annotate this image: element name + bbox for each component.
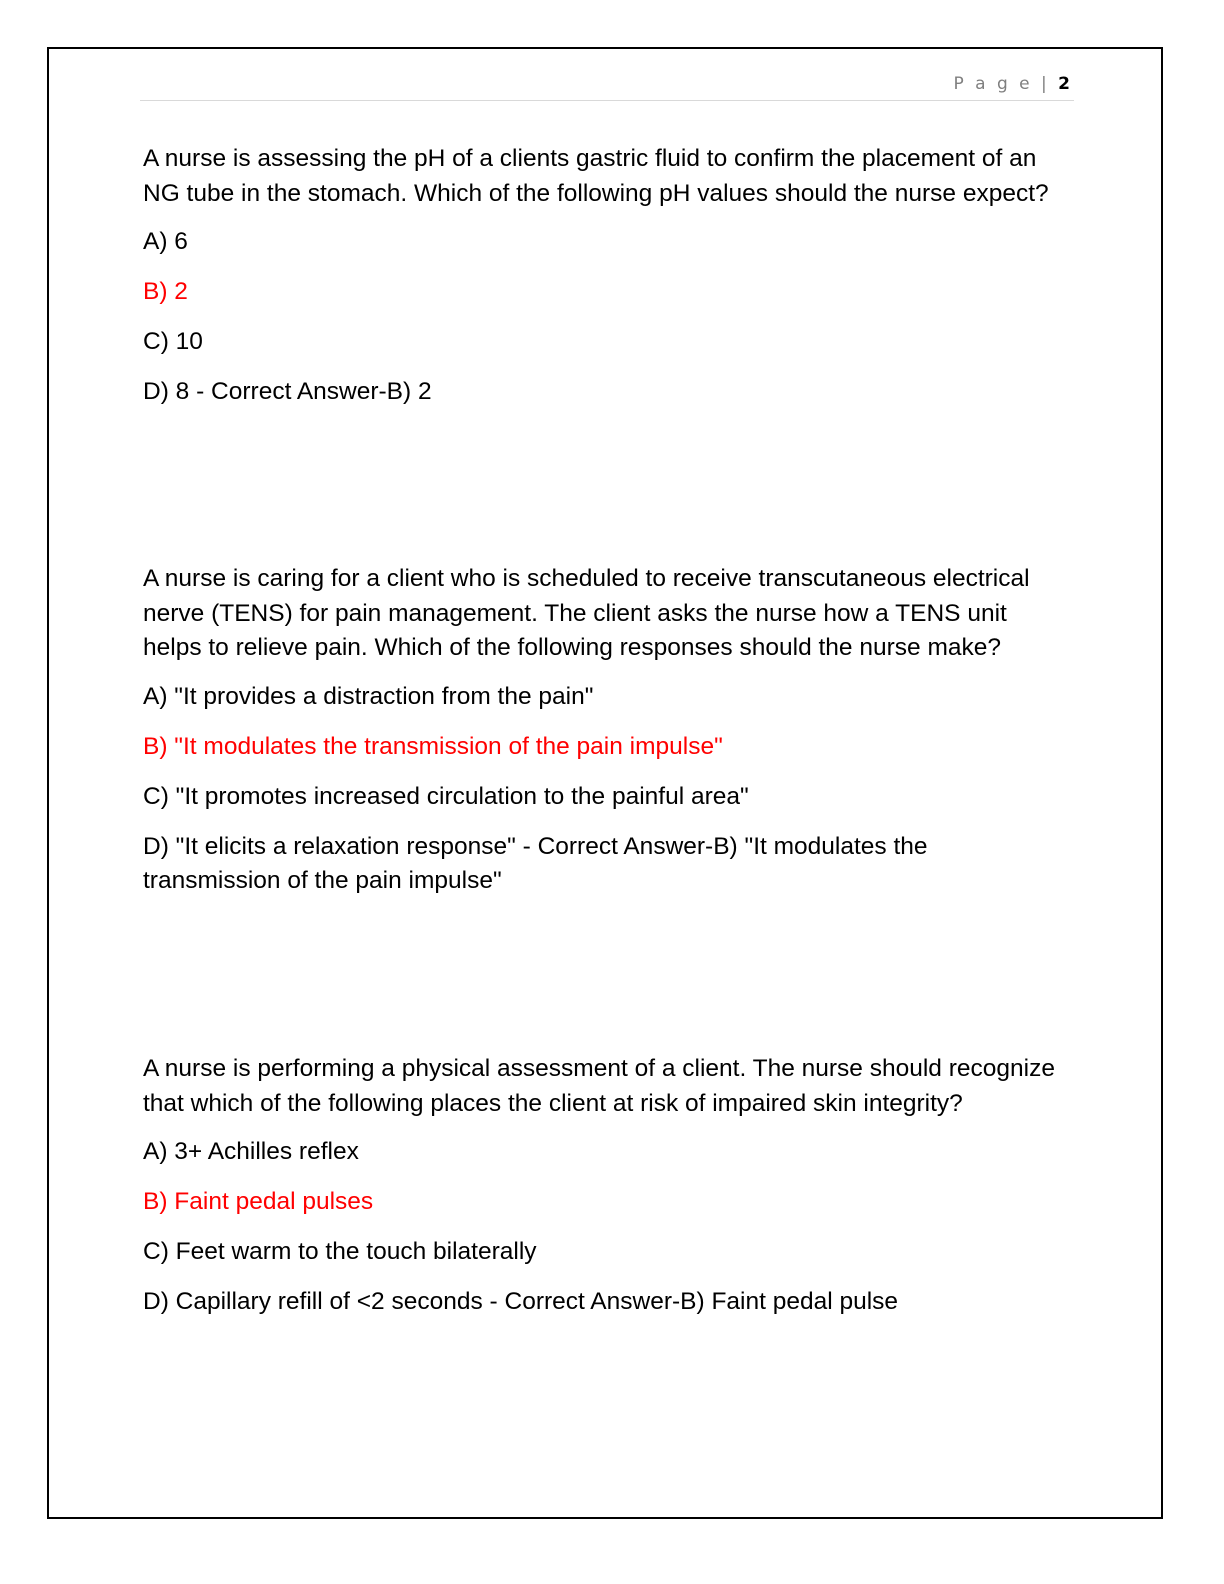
option-c: C) 10	[143, 328, 203, 355]
option-b-highlighted: B) 2	[143, 278, 188, 305]
question-stem: A nurse is performing a physical assessment of a client. The nurse should recognize that which of the following places the client at risk of impaired skin integrity?	[143, 1055, 1055, 1117]
option-c: C) Feet warm to the touch bilaterally	[143, 1238, 537, 1265]
option-b-highlighted: B) "It modulates the transmission of the pain impulse"	[143, 732, 723, 760]
option-d-with-answer: D) "It elicits a relaxation response" - Correct Answer-B) "It modulates the transmission of the pain impulse"	[143, 832, 928, 894]
option-a: A) 3+ Achilles reflex	[143, 1138, 359, 1165]
page-header	[140, 74, 1074, 101]
question-3	[143, 1052, 1068, 1335]
page-number: 2	[1058, 74, 1070, 94]
page-label: P a g e |	[953, 74, 1050, 94]
question-2	[143, 562, 1068, 914]
option-d-with-answer: D) Capillary refill of <2 seconds - Correct Answer-B) Faint pedal pulse	[143, 1288, 899, 1315]
page-number-label	[953, 74, 1070, 94]
option-d-with-answer: D) 8 - Correct Answer-B) 2	[143, 378, 432, 405]
question-stem: A nurse is assessing the pH of a clients gastric fluid to confirm the placement of an NG tube in the stomach. Which of the following pH values should the nurse expect?	[143, 145, 1049, 207]
option-a: A) "It provides a distraction from the pain"	[143, 682, 594, 710]
option-c: C) "It promotes increased circulation to the painful area"	[143, 782, 749, 810]
option-a: A) 6	[143, 228, 188, 255]
question-stem: A nurse is caring for a client who is scheduled to receive transcutaneous electrical nerve (TENS) for pain management. The client asks the nurse how a TENS unit helps to relieve pain. Which of the following responses should the nurse make?	[143, 565, 1030, 661]
option-b-highlighted: B) Faint pedal pulses	[143, 1188, 374, 1215]
question-1	[143, 142, 1068, 425]
